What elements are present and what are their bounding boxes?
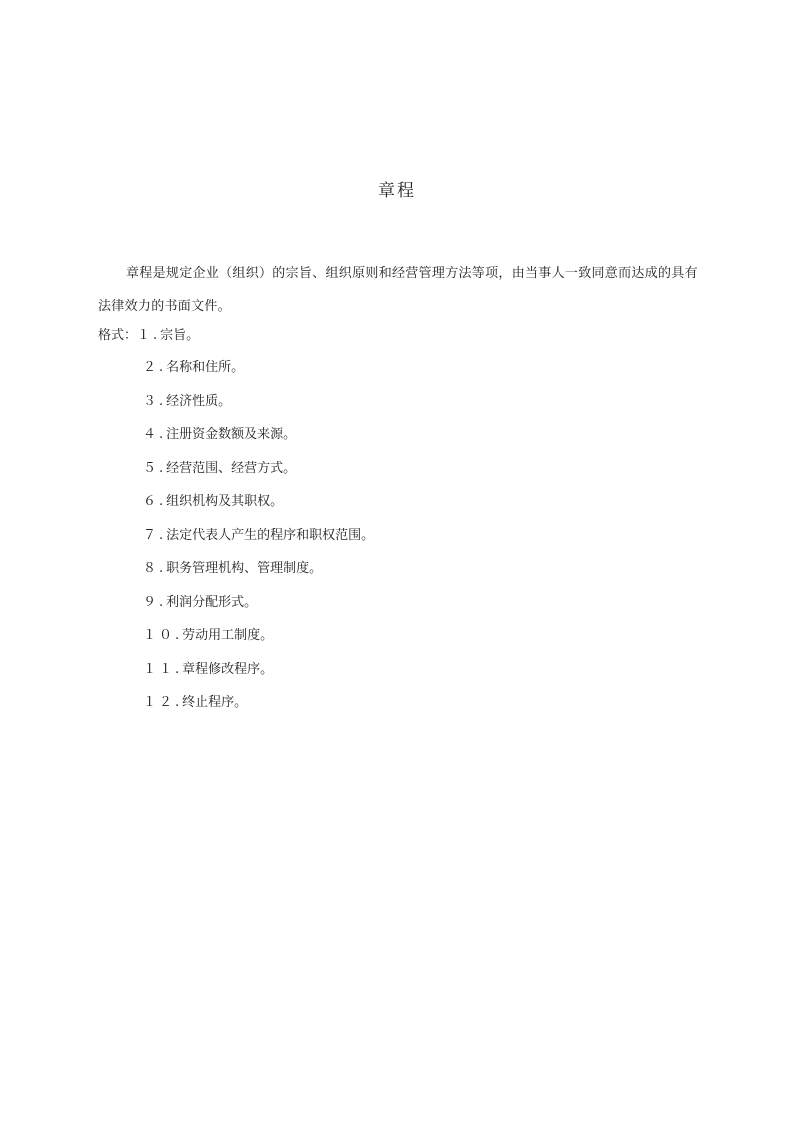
list-item bbox=[143, 693, 374, 727]
list-item bbox=[143, 559, 374, 593]
list-item-text: 职务管理机构、管理制度。 bbox=[166, 561, 323, 576]
list-item-text: 终止程序。 bbox=[182, 695, 248, 710]
list-item bbox=[143, 492, 374, 526]
list-item-text: 注册资金数额及来源。 bbox=[166, 427, 297, 442]
list-item bbox=[143, 626, 374, 660]
list-item bbox=[143, 425, 374, 459]
list-item-number: １. bbox=[137, 328, 161, 343]
list-item bbox=[143, 660, 374, 694]
list-item-number: ６. bbox=[143, 494, 167, 509]
format-label: 格式： bbox=[98, 328, 138, 343]
page-title: 章程 bbox=[378, 181, 416, 201]
list-item-number: ４. bbox=[143, 427, 167, 442]
list-item-number: １０. bbox=[143, 628, 183, 643]
list-item-number: ３. bbox=[143, 393, 167, 409]
list-item bbox=[143, 459, 374, 493]
list-item bbox=[143, 593, 374, 627]
list-item-text: 宗旨。 bbox=[160, 328, 200, 343]
list-item-number: ５. bbox=[143, 460, 167, 476]
list-item-text: 经济性质。 bbox=[166, 393, 232, 409]
intro-paragraph: 章程是规定企业（组织）的宗旨、组织原则和经营管理方法等项，由当事人一致同意而达成的具有法律效力的书面文件。 bbox=[98, 266, 698, 314]
list-item-number: ２. bbox=[143, 360, 167, 375]
list-item-text: 组织机构及其职权。 bbox=[166, 494, 284, 509]
list-item bbox=[143, 392, 374, 426]
list-item-text: 名称和住所。 bbox=[166, 360, 245, 375]
list-item bbox=[143, 358, 374, 392]
list-item-number: １１. bbox=[143, 661, 183, 677]
list-item-number: ７. bbox=[143, 527, 167, 543]
list-item bbox=[143, 526, 374, 560]
list-item-text: 法定代表人产生的程序和职权范围。 bbox=[166, 527, 375, 543]
list-item-text: 经营范围、经营方式。 bbox=[166, 460, 297, 476]
list-item-number: １２. bbox=[143, 695, 183, 710]
list-item-number: ８. bbox=[143, 561, 167, 576]
list-item-number: ９. bbox=[143, 594, 167, 610]
list-item-text: 利润分配形式。 bbox=[166, 594, 258, 610]
format-list bbox=[143, 358, 374, 727]
list-item-text: 劳动用工制度。 bbox=[182, 628, 274, 643]
list-item-text: 章程修改程序。 bbox=[182, 661, 274, 677]
format-line bbox=[98, 324, 199, 348]
